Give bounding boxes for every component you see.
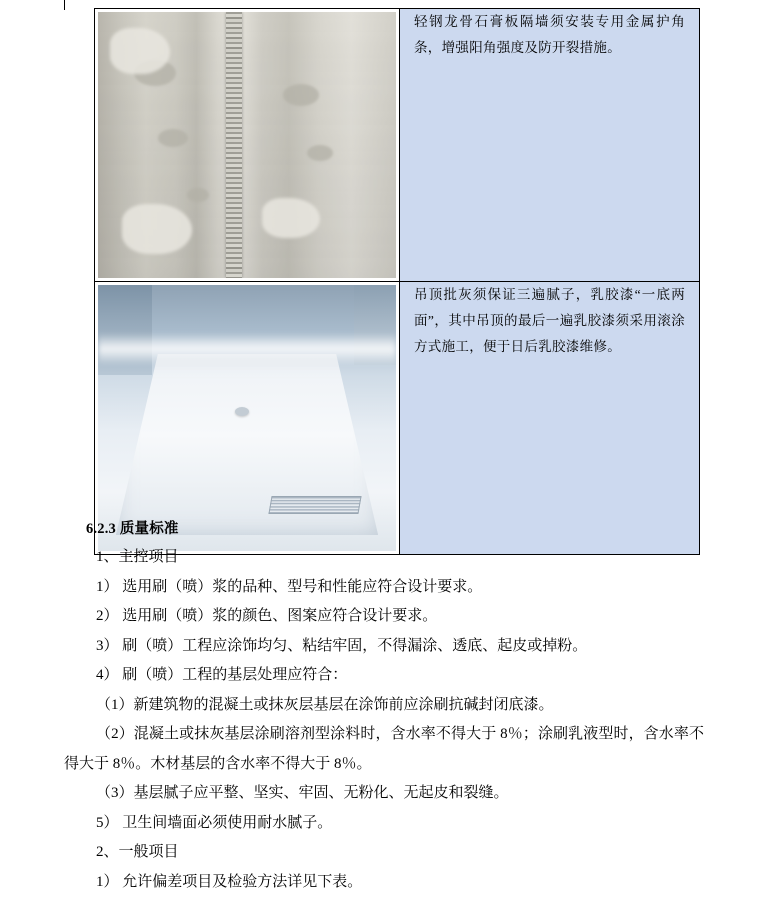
wall-corner-bead-note-cell [400,9,700,282]
wall-corner-bead-cell [95,9,400,282]
table-row [95,282,700,555]
paragraph-sub-2: （2）混凝土或抹灰基层涂刷溶剂型涂料时，含水率不得大于 8％；涂刷乳液型时，含水率不得大于 8％。木材基层的含水率不得大于 8％。 [64,726,704,772]
paragraph-sub-1: （1）新建筑物的混凝土或抹灰层基层在涂饰前应涂刷抗碱封闭底漆。 [96,696,554,713]
wall-patch [307,145,333,161]
wall-patch [158,129,188,147]
section-heading: 6.2.3 质量标准 [86,521,179,537]
ceiling-cove-light [98,333,396,365]
page-margin-rule [64,0,65,10]
paragraph-sub-3: （3）基层腻子应平整、坚实、牢固、无粉化、无起皮和裂缝。 [96,785,509,801]
ceiling-air-vent [269,496,362,514]
wall-patch [187,188,209,202]
wall-smear [122,204,192,254]
paragraph-item-2: 2） 选用刷（喷）浆的颜色、图案应符合设计要求。 [96,608,438,624]
wall-patch [283,84,319,106]
paragraph-item-4: 4） 刷（喷）工程的基层处理应符合： [96,667,348,683]
image-note-table [94,8,700,555]
ceiling-putty-photo [98,285,396,551]
paragraph-item-5: 5） 卫生间墙面必须使用耐水腻子。 [96,814,333,831]
wall-corner-bead-note: 轻钢龙骨石膏板隔墙须安装专用金属护角条，增强阳角强度及防开裂措施。 [414,14,685,55]
paragraph-general-items-title: 2、一般项目 [96,844,179,860]
table-row [95,9,700,282]
section-body [64,543,704,897]
paragraph-item-1: 1） 选用刷（喷）浆的品种、型号和性能应符合设计要求。 [96,578,483,595]
wall-smear [110,28,170,74]
ceiling-photo-cell [95,282,400,555]
paragraph-main-items-title: 1、主控项目 [96,549,179,565]
wall-corner-bead-photo [98,12,396,278]
ceiling-note-cell [400,282,700,555]
ceiling-putty-note: 吊顶批灰须保证三遍腻子，乳胶漆“一底两面”，其中吊顶的最后一遍乳胶漆须采用滚涂方式施工，便于日后乳胶漆维修。 [414,287,685,354]
paragraph-general-item-1: 1） 允许偏差项目及检验方法详见下表。 [96,873,363,890]
paragraph-item-3: 3） 刷（喷）工程应涂饰均匀、粘结牢固，不得漏涂、透底、起皮或掉粉。 [96,637,588,654]
metal-corner-bead [226,12,242,278]
wall-smear [262,198,320,238]
